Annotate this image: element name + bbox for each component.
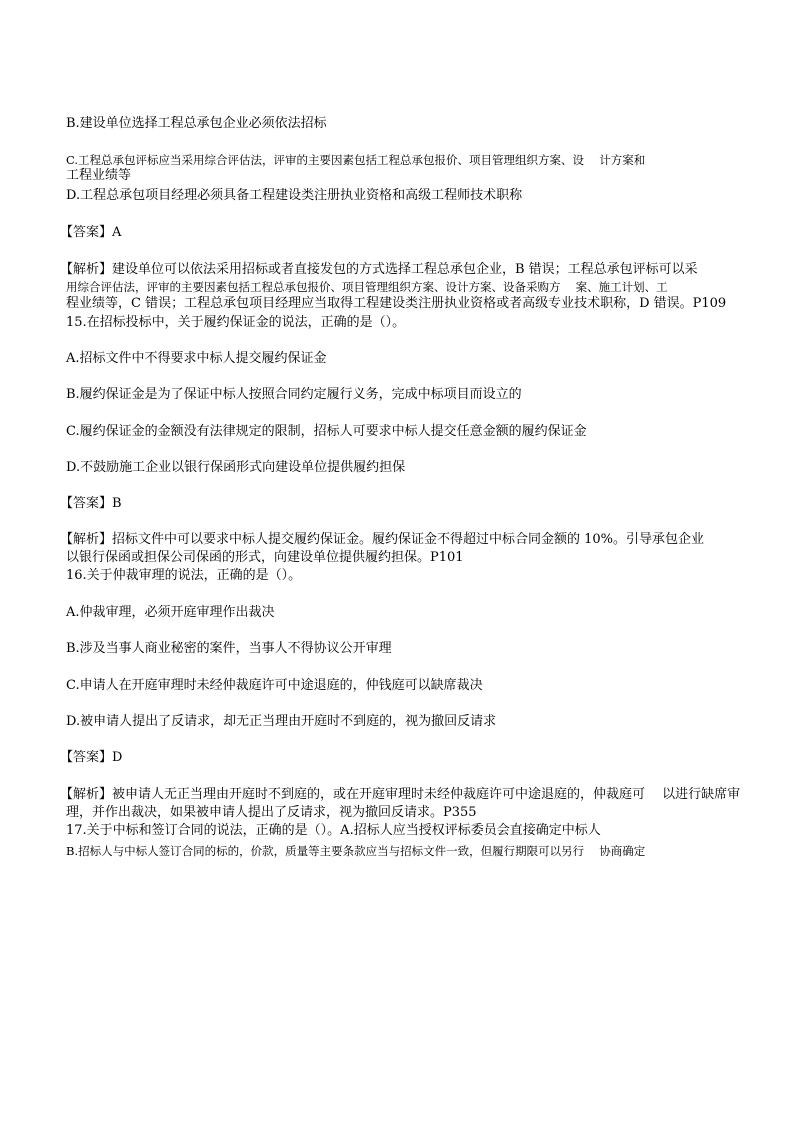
q16-answer: 【答案】D <box>60 750 123 765</box>
q15-option-d: D.不鼓励施工企业以银行保函形式向建设单位提供履约担保 <box>66 460 406 475</box>
q16-option-c: C.申请人在开庭审理时未经仲裁庭许可中途退庭的，仲钱庭可以缺席裁决 <box>66 678 483 693</box>
q16-analysis-line1: 【解析】被申请人无正当理由开庭时不到庭的，或在开庭审理时未经仲裁庭许可中途退庭的，仲裁庭可 以进行缺席审 <box>60 787 741 802</box>
q15-option-c: C.履约保证金的金额没有法律规定的限制，招标人可要求中标人提交任意金额的履约保证金 <box>66 424 587 439</box>
q14-option-d: D.工程总承包项目经理必须具备工程建设类注册执业资格和高级工程师技术职称 <box>66 188 523 203</box>
q14-analysis-line1: 【解析】建设单位可以依法采用招标或者直接发包的方式选择工程总承包企业，B 错误；工程总承包评标可以采 <box>60 262 698 277</box>
q14-option-c-line2: 工程业绩等 <box>66 168 132 183</box>
q15-answer: 【答案】B <box>60 496 122 511</box>
q16-analysis-line2: 理，并作出裁决，如果被申请人提出了反请求，视为撤回反请求。P355 <box>66 805 477 820</box>
q14-analysis-line2: 用综合评估法，评审的主要因素包括工程总承包报价、项目管理组织方案、设计方案、设备采购方 案、施工计划、工 <box>66 280 668 294</box>
q14-option-c-line1: C.工程总承包评标应当采用综合评估法，评审的主要因素包括工程总承包报价、项目管理组织方案、设 计方案和 <box>66 153 646 167</box>
q15-option-a: A.招标文件中不得要求中标人提交履约保证金 <box>66 351 327 366</box>
q16-option-b: B.涉及当事人商业秘密的案件，当事人不得协议公开审理 <box>66 641 392 656</box>
q17-stem: 17.关于中标和签订合同的说法，正确的是（）。A.招标人应当授权评标委员会直接确定中标人 <box>66 823 601 838</box>
q14-option-b: B.建设单位选择工程总承包企业必须依法招标 <box>66 116 327 131</box>
q16-option-a: A.仲裁审理，必须开庭审理作出裁决 <box>66 605 275 620</box>
q15-analysis-line2: 以银行保函或担保公司保函的形式，向建设单位提供履约担保。P101 <box>66 550 464 565</box>
q17-option-b: B.招标人与中标人签订合同的标的，价款，质量等主要条款应当与招标文件一致，但履行期限可以另行 协商确定 <box>66 844 646 858</box>
q14-answer: 【答案】A <box>60 225 122 240</box>
q16-stem: 16.关于仲裁审理的说法，正确的是（）。 <box>66 568 302 583</box>
q15-stem: 15.在招标投标中，关于履约保证金的说法，正确的是（）。 <box>66 315 406 330</box>
q15-analysis-line1: 【解析】招标文件中可以要求中标人提交履约保证金。履约保证金不得超过中标合同金额的 10%。引导承包企业 <box>60 532 705 547</box>
q15-option-b: B.履约保证金是为了保证中标人按照合同约定履行义务，完成中标项目而设立的 <box>66 387 522 402</box>
q16-option-d: D.被申请人提出了反请求，却无正当理由开庭时不到庭的，视为撤回反请求 <box>66 714 497 729</box>
q14-analysis-line3: 程业绩等，C 错误；工程总承包项目经理应当取得工程建设类注册执业资格或者高级专业技术职称，D 错误。P109 <box>66 296 727 311</box>
